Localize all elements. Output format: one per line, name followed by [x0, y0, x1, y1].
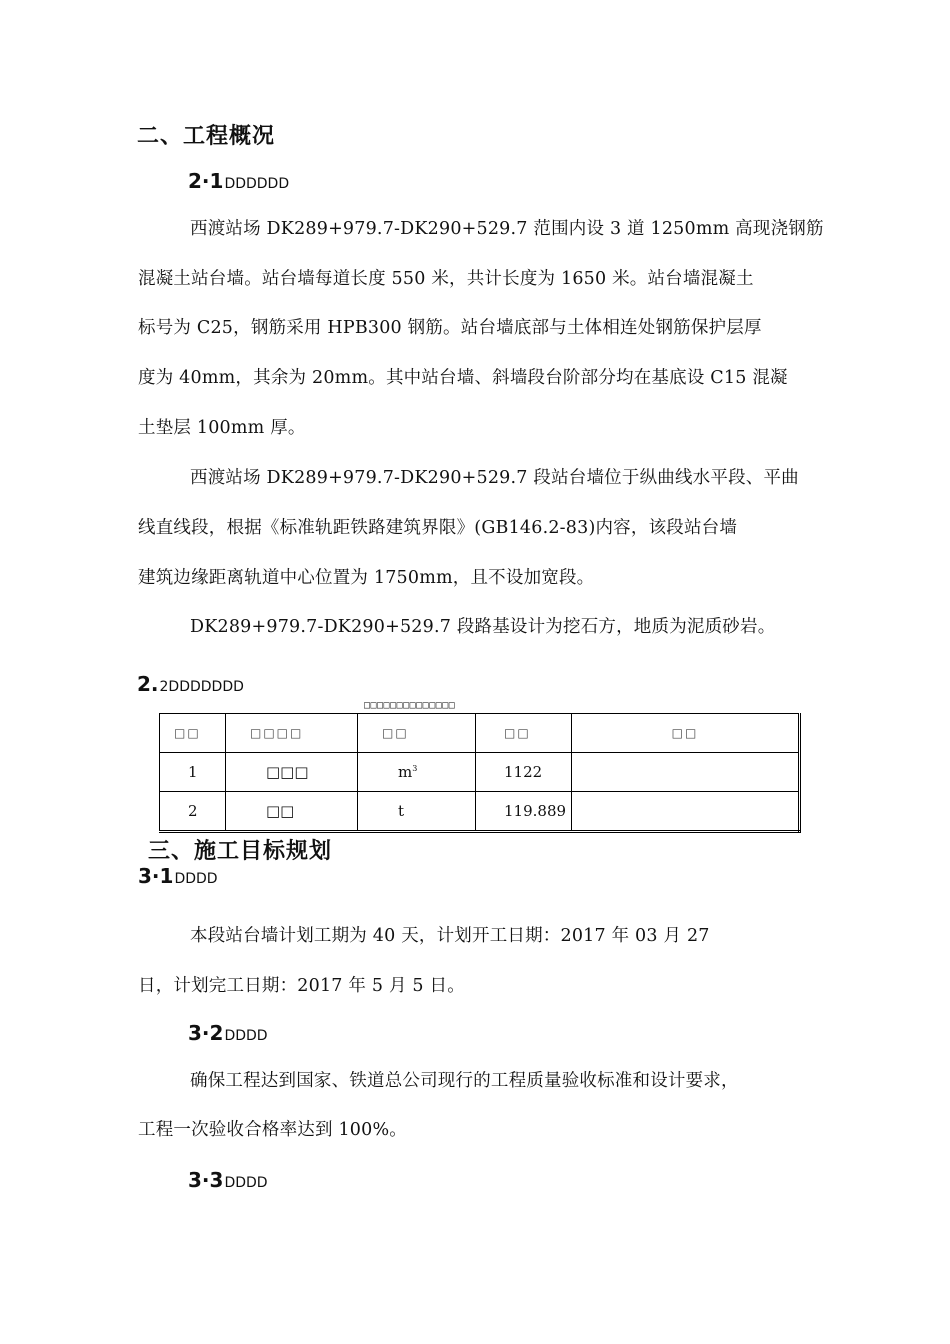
remark-cell — [572, 753, 800, 792]
table-header-row — [160, 714, 800, 753]
unit-superscript: 3 — [412, 764, 418, 773]
quantity-value: 1122 — [476, 753, 572, 792]
subsection-number: 3·3 — [188, 1168, 224, 1192]
row-number: 1 — [160, 753, 226, 792]
subsection-title: DDDD — [224, 1175, 268, 1191]
quantity-table — [159, 713, 801, 833]
remark-cell — [572, 792, 800, 832]
subsection-title: DDDD — [224, 1028, 268, 1044]
unit-cell — [358, 753, 476, 792]
paragraph-line: 西渡站场 DK289+979.7-DK290+529.7 段站台墙位于纵曲线水平段、平曲 — [190, 468, 799, 488]
unit-text: t — [398, 802, 405, 820]
subsection-title: DDDD — [174, 871, 218, 887]
section-2-heading: 二、工程概况 — [137, 124, 276, 149]
unit-text: m — [398, 763, 413, 781]
row-number: 2 — [160, 792, 226, 832]
subsection-3-3-heading — [188, 1168, 268, 1192]
table-caption: □□□□□□□□□□□□□□ — [364, 700, 456, 711]
subsection-number: 3·2 — [188, 1021, 224, 1045]
paragraph-line: DK289+979.7-DK290+529.7 段路基设计为挖石方，地质为泥质砂岩。 — [190, 617, 776, 637]
item-name: □□□ — [226, 753, 358, 792]
item-name: □□ — [226, 792, 358, 832]
subsection-number: 2·1 — [188, 169, 224, 193]
column-header: □□ — [358, 714, 476, 753]
subsection-number: 2. — [137, 672, 159, 696]
subsection-2-1-heading — [188, 169, 289, 193]
paragraph-line: 建筑边缘距离轨道中心位置为 1750mm，且不设加宽段。 — [138, 568, 595, 588]
paragraph-line: 混凝土站台墙。站台墙每道长度 550 米，共计长度为 1650 米。站台墙混凝土 — [138, 269, 754, 289]
subsection-3-1-heading — [138, 864, 218, 888]
column-header: □□ — [572, 714, 800, 753]
column-header: □□ — [160, 714, 226, 753]
paragraph-line: 工程一次验收合格率达到 100%。 — [138, 1120, 407, 1140]
unit-cell — [358, 792, 476, 832]
paragraph-line: 土垫层 100mm 厚。 — [138, 418, 306, 438]
paragraph-line: 度为 40mm，其余为 20mm。其中站台墙、斜墙段台阶部分均在基底设 C15 混凝 — [138, 368, 788, 388]
subsection-number: 3·1 — [138, 864, 174, 888]
paragraph-line: 确保工程达到国家、铁道总公司现行的工程质量验收标准和设计要求， — [190, 1071, 739, 1091]
subsection-title: DDDDDD — [224, 176, 290, 192]
paragraph-line: 标号为 C25，钢筋采用 HPB300 钢筋。站台墙底部与土体相连处钢筋保护层厚 — [138, 318, 762, 338]
quantity-value: 119.889 — [476, 792, 572, 832]
table-row — [160, 792, 800, 832]
paragraph-line: 本段站台墙计划工期为 40 天，计划开工日期：2017 年 03 月 27 — [190, 926, 710, 946]
subsection-3-2-heading — [188, 1021, 268, 1045]
table-row — [160, 753, 800, 792]
section-3-heading: 三、施工目标规划 — [148, 839, 333, 864]
paragraph-line: 日，计划完工日期：2017 年 5 月 5 日。 — [138, 976, 465, 996]
subsection-title: 2DDDDDDD — [159, 679, 244, 695]
column-header: □□ — [476, 714, 572, 753]
column-header: □□□□ — [226, 714, 358, 753]
paragraph-line: 西渡站场 DK289+979.7-DK290+529.7 范围内设 3 道 1250mm 高现浇钢筋 — [190, 219, 824, 239]
subsection-2-2-heading — [137, 672, 244, 696]
paragraph-line: 线直线段，根据《标准轨距铁路建筑界限》(GB146.2-83)内容，该段站台墙 — [138, 518, 738, 538]
